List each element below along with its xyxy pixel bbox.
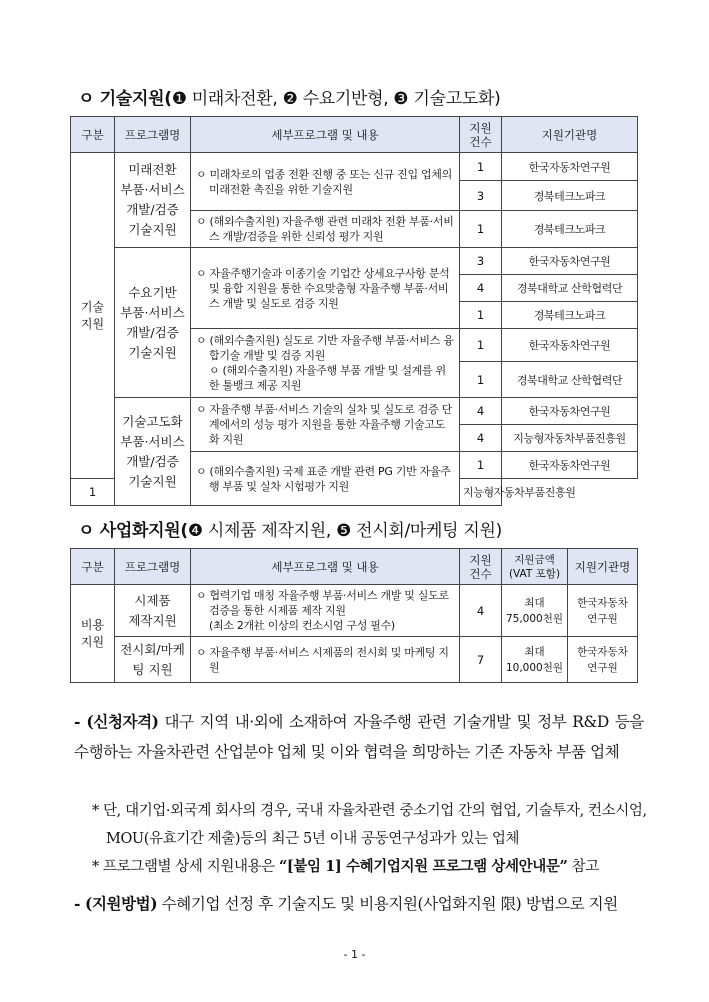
note-item xyxy=(92,853,652,881)
program-detail xyxy=(191,248,460,329)
header-count: 지원 건수 xyxy=(460,117,502,153)
program-detail xyxy=(191,637,460,683)
header-program: 프로그램명 xyxy=(115,117,191,153)
eligibility-text: 대구 지역 내·외에 소재하여 자율주행 관련 기술개발 및 정부 R&D 등을 수행하는 자율차관련 산업분야 업체 및 이와 협력을 희망하는 기존 자동차 부품 업체 xyxy=(74,713,644,761)
support-org: 한국자동차 연구원 xyxy=(568,585,638,637)
section1-title-bold: ㅇ 기술지원( xyxy=(78,89,172,109)
note-reference: “[붙임 1] 수혜기업지원 프로그램 상세안내문” xyxy=(278,858,568,875)
note-text: * 단, 대기업·외국계 회사의 경우, 국내 자율차관련 중소기업 간의 협업, 기술투자, 컨소시엄, MOU(유효기간 제출)등의 최근 5년 이내 공동연구성과가 있는 업체 xyxy=(92,803,647,847)
support-org: 한국자동차연구원 xyxy=(502,398,638,425)
support-amount: 최대 75,000천원 xyxy=(502,585,568,637)
detail-text: ㅇ 미래차로의 업종 전환 진행 중 또는 신규 진입 업체의 미래전환 촉진을 위한 기술지원 xyxy=(196,167,452,196)
support-org: 한국자동차연구원 xyxy=(502,248,638,275)
category-cell: 기술 지원 xyxy=(71,153,115,479)
table-row xyxy=(71,153,638,181)
detail-text: ㅇ (해외수출지원) 자율주행 관련 미래차 전환 부품·서비스 개발/검증을 위한 신뢰성 평가 지원 xyxy=(196,215,454,243)
section1-title-rest: ❶ 미래차전환, ❷ 수요기반형, ❸ 기술고도화) xyxy=(171,89,501,109)
tech-support-table xyxy=(70,116,638,506)
support-org: 경북대학교 산학협력단 xyxy=(502,362,638,398)
support-org: 지능형자동차부품진흥원 xyxy=(502,425,638,452)
support-org: 한국자동차연구원 xyxy=(502,452,638,479)
support-org: 지능형자동차부품진흥원 xyxy=(460,479,502,506)
program-name: 시제품 제작지원 xyxy=(115,585,191,637)
support-count: 1 xyxy=(460,362,502,398)
support-org: 한국자동차연구원 xyxy=(502,153,638,181)
header-program: 프로그램명 xyxy=(115,549,191,585)
support-count: 4 xyxy=(460,398,502,425)
detail-text: ㅇ 자율주행 부품·서비스 기술의 실차 및 실도로 검증 단계에서의 성능 평가 지원을 통한 자율주행 기술고도화 지원 xyxy=(196,403,452,446)
support-count: 3 xyxy=(460,248,502,275)
program-name: 기술고도화 부품·서비스 개발/검증 기술지원 xyxy=(115,398,191,506)
support-count: 1 xyxy=(71,479,115,506)
support-org: 한국자동차 연구원 xyxy=(568,637,638,683)
category-cell: 비용 지원 xyxy=(71,585,115,683)
table-header-row xyxy=(71,549,638,585)
support-count: 1 xyxy=(460,302,502,329)
method-paragraph xyxy=(74,889,654,919)
program-name: 미래전환 부품·서비스 개발/검증 기술지원 xyxy=(115,153,191,248)
support-org: 경북테크노파크 xyxy=(502,181,638,211)
detail-text: ㅇ 협력기업 매칭 자율주행 부품·서비스 개발 및 실도로 검증을 통한 시제품 제작 지원 (최소 2개社 이상의 컨소시엄 구성 필수) xyxy=(196,589,449,632)
header-category: 구분 xyxy=(71,549,115,585)
program-detail xyxy=(191,329,460,398)
support-count: 1 xyxy=(460,153,502,181)
eligibility-label: - (신청자격) xyxy=(74,712,159,731)
support-count: 3 xyxy=(460,181,502,211)
section2-title-rest: ❹ 시제품 제작지원, ❺ 전시회/마케팅 지원) xyxy=(187,521,502,541)
eligibility-paragraph xyxy=(74,707,644,767)
section2-title xyxy=(78,516,502,541)
program-detail xyxy=(191,211,460,248)
note-text: * 프로그램별 상세 지원내용은 xyxy=(92,859,279,875)
header-detail: 세부프로그램 및 내용 xyxy=(191,117,460,153)
commercialization-table xyxy=(70,548,638,683)
support-amount: 최대 10,000천원 xyxy=(502,637,568,683)
program-detail xyxy=(191,452,460,506)
support-count: 4 xyxy=(460,585,502,637)
support-count: 4 xyxy=(460,425,502,452)
support-org: 한국자동차연구원 xyxy=(502,329,638,362)
header-category: 구분 xyxy=(71,117,115,153)
note-text: 참고 xyxy=(567,859,599,875)
table-row xyxy=(71,637,638,683)
program-detail xyxy=(191,153,460,211)
support-count: 1 xyxy=(460,211,502,248)
section2-title-bold: ㅇ 사업화지원( xyxy=(78,521,188,541)
header-org: 지원기관명 xyxy=(568,549,638,585)
support-count: 1 xyxy=(460,452,502,479)
support-org: 경북테크노파크 xyxy=(502,211,638,248)
header-amount: 지원금액 (VAT 포함) xyxy=(502,549,568,585)
section1-title xyxy=(78,84,500,109)
support-org: 경북대학교 산학협력단 xyxy=(502,275,638,302)
program-detail xyxy=(191,585,460,637)
support-count: 4 xyxy=(460,275,502,302)
detail-text: ㅇ (해외수출지원) 국제 표준 개발 관련 PG 기반 자율주행 부품 및 실차 시험평가 지원 xyxy=(196,464,451,493)
detail-text: ㅇ 자율주행 부품·서비스 시제품의 전시회 및 마케팅 지원 xyxy=(196,645,449,674)
detail-text: ㅇ 자율주행기술과 이종기술 기업간 상세요구사항 분석 및 융합 지원을 통한 수요맞춤형 자율주행 부품·서비스 개발 및 실도로 검증 지원 xyxy=(196,266,450,310)
note-item xyxy=(92,797,658,853)
method-label: - (지원방법) xyxy=(74,894,158,913)
header-detail: 세부프로그램 및 내용 xyxy=(191,549,460,585)
table-header-row xyxy=(71,117,638,153)
support-count: 7 xyxy=(460,637,502,683)
detail-text: ㅇ (해외수출지원) 실도로 기반 자율주행 부품·서비스 융합기술 개발 및 검증 지원 ㅇ (해외수출지원) 자율주행 부품 개발 및 설계를 위한 툴뱅크 제공 지원 xyxy=(196,334,454,392)
table-row xyxy=(71,585,638,637)
program-detail xyxy=(191,398,460,452)
table-row xyxy=(71,398,638,425)
header-org: 지원기관명 xyxy=(502,117,638,153)
support-count: 1 xyxy=(460,329,502,362)
program-name: 전시회/마케 팅 지원 xyxy=(115,637,191,683)
table-row xyxy=(71,248,638,275)
support-org: 경북테크노파크 xyxy=(502,302,638,329)
header-count: 지원 건수 xyxy=(460,549,502,585)
program-name: 수요기반 부품·서비스 개발/검증 기술지원 xyxy=(115,248,191,398)
method-text: 수혜기업 선정 후 기술지도 및 비용지원(사업화지원 限) 방법으로 지원 xyxy=(157,895,618,913)
page-number: - 1 - xyxy=(343,948,366,961)
